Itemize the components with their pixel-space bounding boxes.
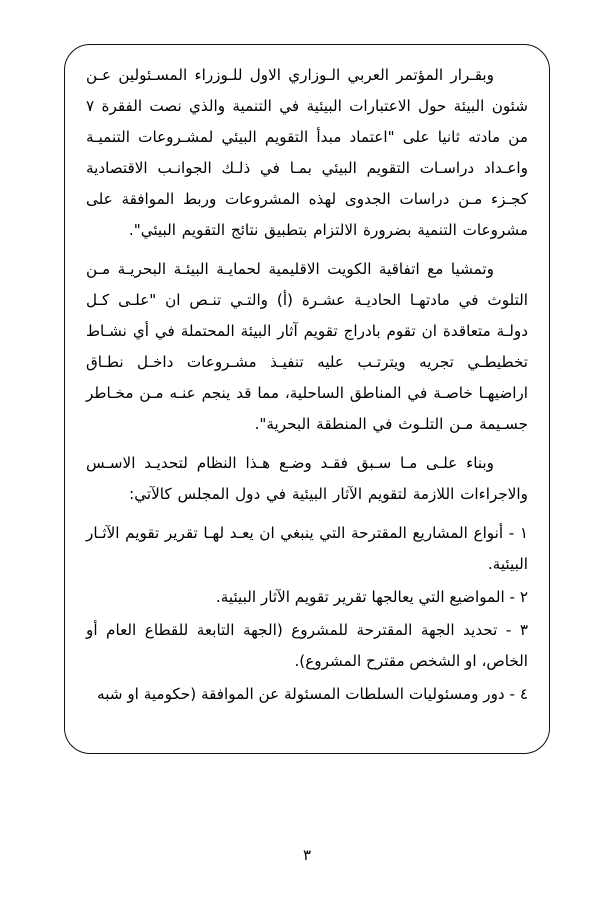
- paragraph-2: وتمشيا مع اتفاقية الكويت الاقليمية لحمايـة البيئـة البحريـة مـن التلوث في مادتهـا الحاديـة عشـرة (أ) والتـي تنـص ان "علـى كـل دولـة متعاقدة ان تقوم بادراج تقويم آثار البيئة المحتملة في أي نشـاط تخطيطـي تجريه ويترتـب عليه تنفيـذ مشـروعات داخـل نطـاق اراضيهـا خاصـة في المناطق الساحلية، مما قد ينجم عنـه مـن مخـاطر جسـيمة مـن التلـوث في المنطقة البحرية".: [86, 260, 528, 433]
- paragraph-1: وبقـرار المؤتمر العربي الـوزاري الاول للـوزراء المسـئولين عـن شئون البيئة حول الاعتبارات البيئية في التنمية والذي نصت الفقرة ٧ من مادته ثانيا على "اعتماد مبدأ التقويم البيئي لمشـروعات التنميـة واعـداد دراسـات التقويم البيئي بمـا في ذلـك الجوانـب الاقتصادية كجـزء مـن دراسات الجدوى لهذه المشروعات وربط الموافقة على مشروعات التنمية بضرورة الالتزام بتطبيق نتائج التقويم البيئي".: [86, 66, 528, 239]
- list-item: [86, 582, 528, 613]
- list-item-text: دور ومسئوليات السلطات المسئولة عن الموافقة (حكومية او شبه: [97, 685, 505, 703]
- list-item-text: تحديد الجهة المقترحة للمشروع (الجهة التابعة للقطاع العام أو الخاص، او الشخص مقترح المشروع).: [86, 621, 528, 670]
- page-text-body: [86, 60, 528, 712]
- list-item-text: أنواع المشاريع المقترحة التي ينبغي ان يعـد لهـا تقرير تقويم الآثـار البيئية.: [86, 524, 528, 573]
- list-item-text: المواضيع التي يعالجها تقرير تقويم الآثار البيئية.: [215, 588, 505, 606]
- list-item-number: ٢ -: [509, 588, 528, 606]
- paragraph-3: وبناء علـى مـا سـبق فقـد وضـع هـذا النظام لتحديـد الاسـس والاجراءات اللازمة لتقويم الآثار البيئية في دول المجلس كالآتي:: [86, 454, 528, 503]
- list-item: [86, 679, 528, 710]
- list-item: [86, 615, 528, 677]
- list-item: [86, 518, 528, 580]
- list-item-number: ٣ -: [505, 621, 529, 639]
- list-item-number: ١ -: [508, 524, 528, 542]
- page-number: ٣: [302, 846, 312, 864]
- list-item-number: ٤ -: [509, 685, 528, 703]
- numbered-list: [86, 518, 528, 710]
